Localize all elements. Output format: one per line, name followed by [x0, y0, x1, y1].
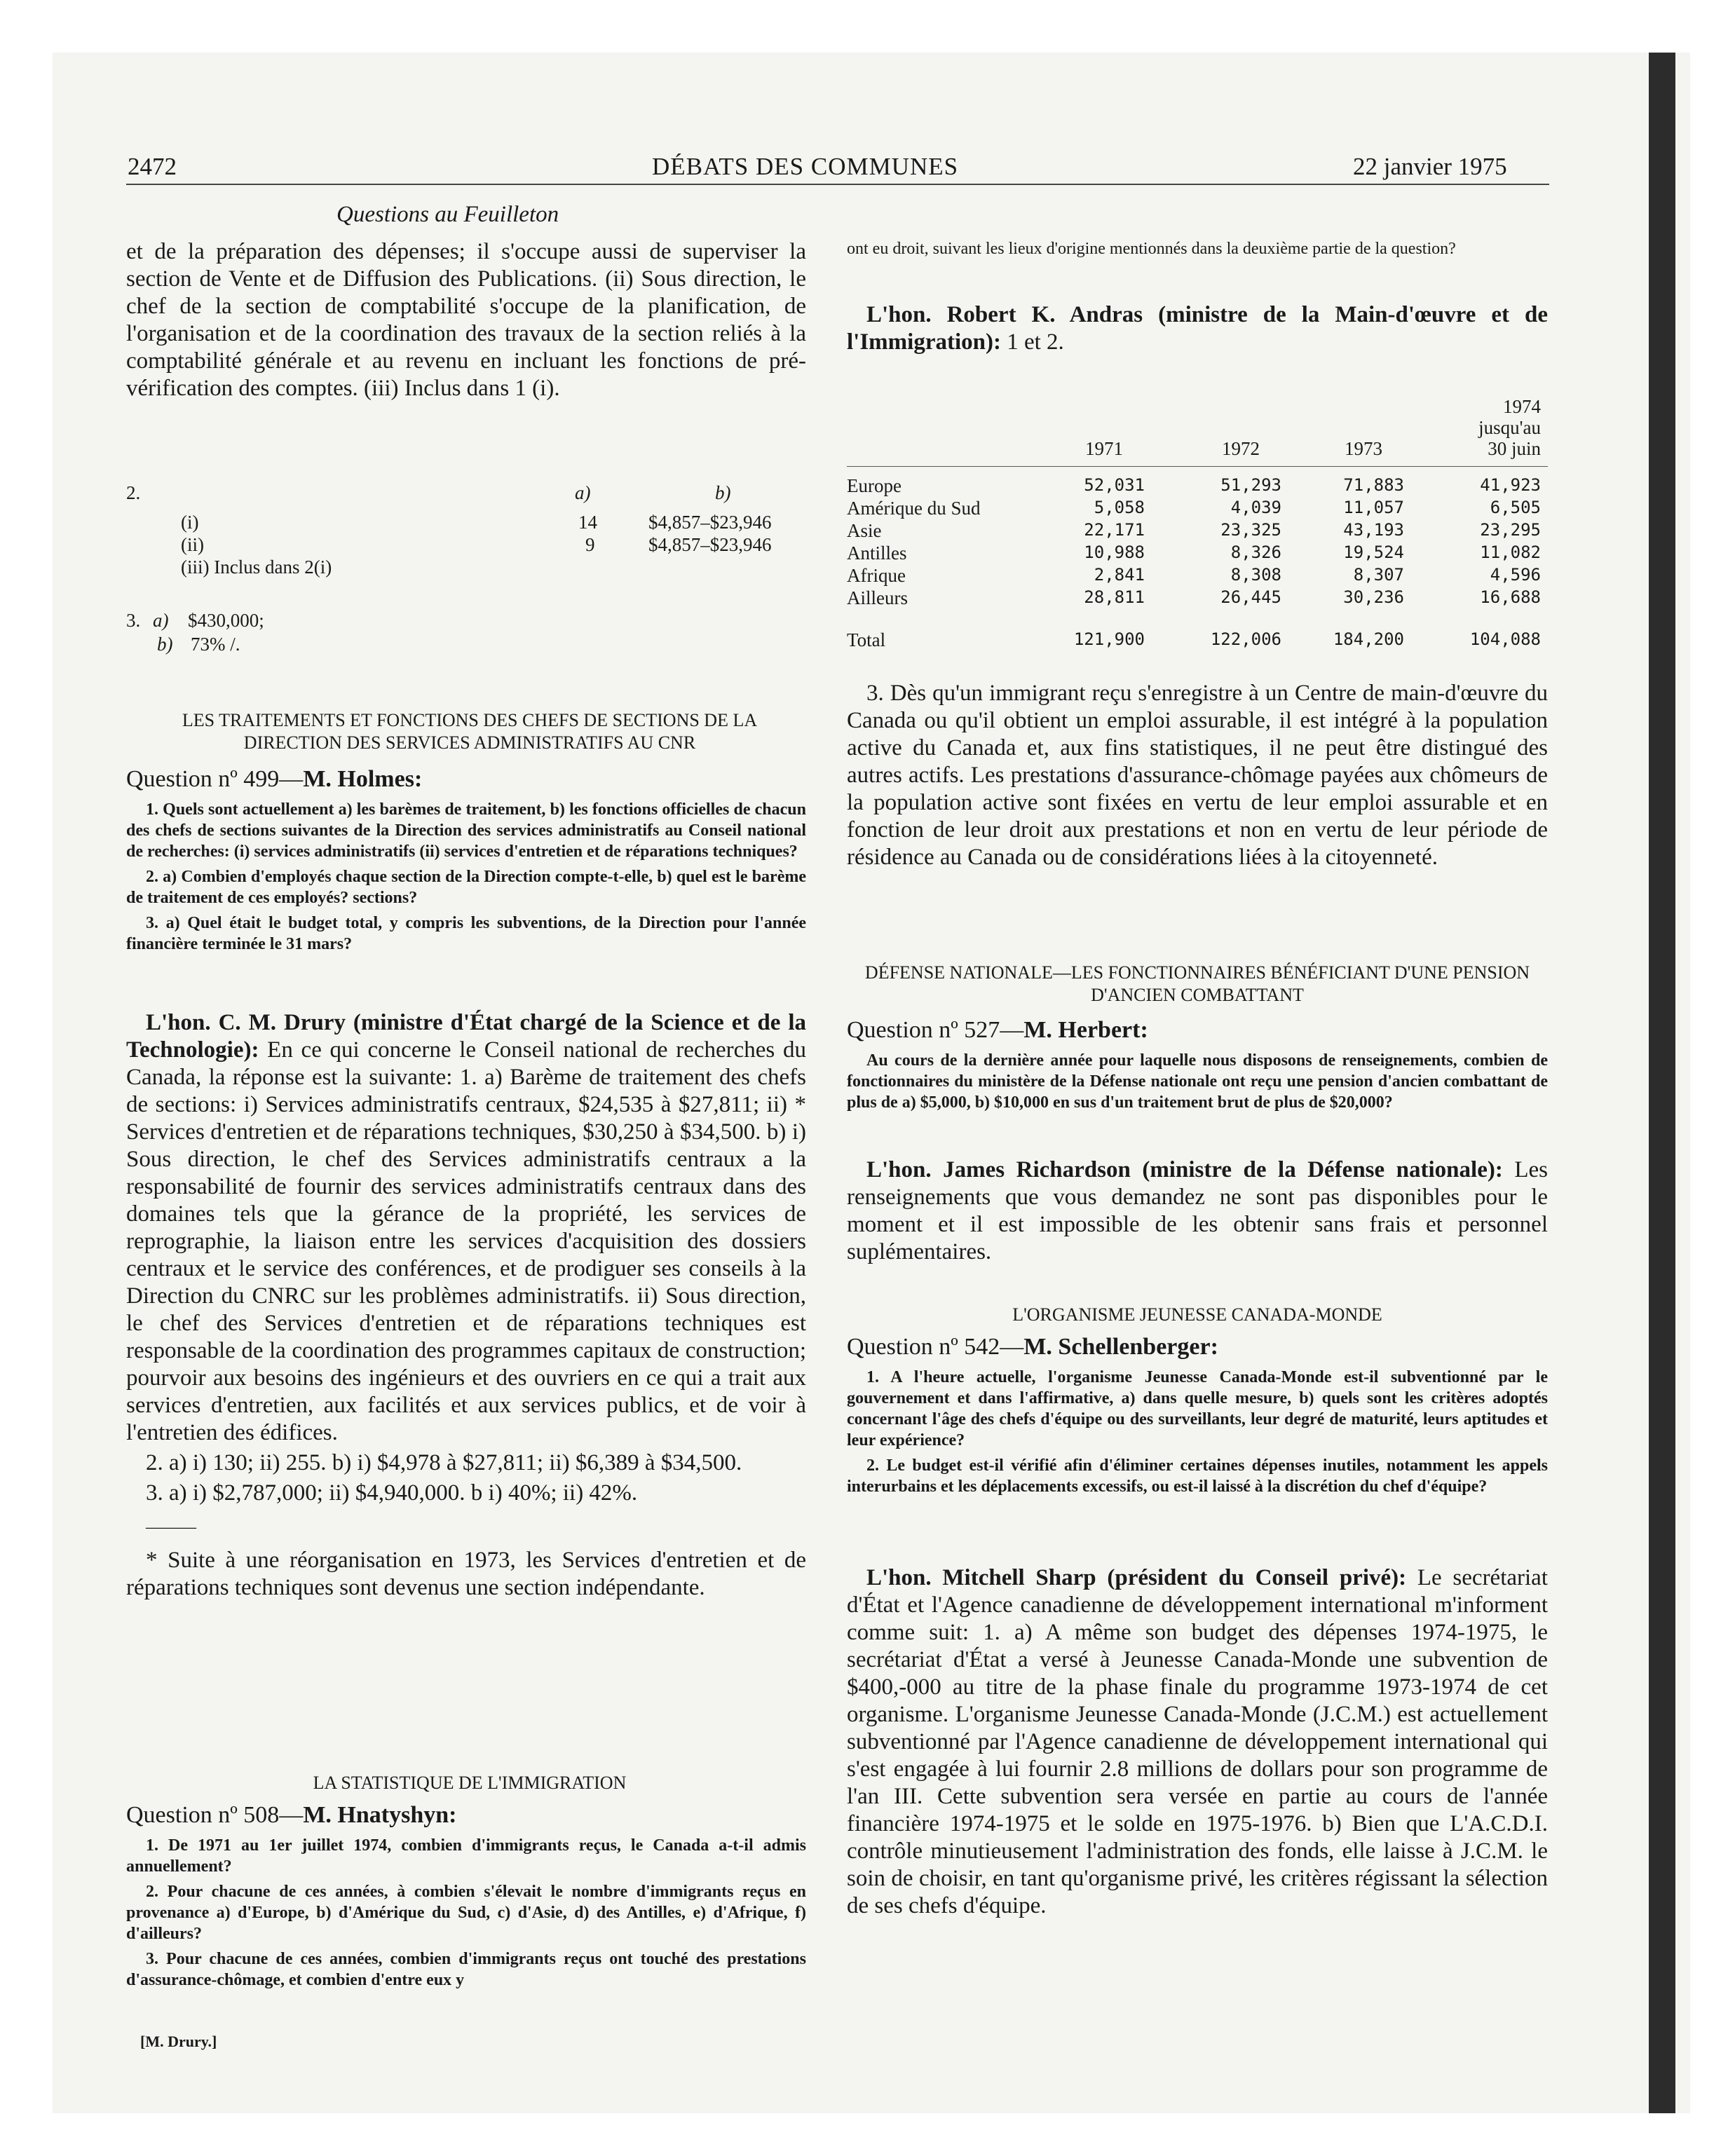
table2-row-label: (ii)	[181, 534, 204, 555]
question-499-prefix: Question nº 499—	[126, 766, 304, 792]
cell-1972: 23,325	[1220, 520, 1281, 540]
cell-1972: 51,293	[1220, 475, 1281, 495]
cell-1973: 11,057	[1343, 498, 1404, 517]
answer-499-p2: 2. a) i) 130; ii) 255. b) i) $4,978 à $27,811; ii) $6,389 à $34,500.	[146, 1450, 742, 1475]
th-1973: 1973	[1345, 438, 1382, 459]
cell-1973: 30,236	[1343, 587, 1404, 607]
table2-col-b: b)	[715, 482, 731, 503]
question-508-prefix: Question nº 508—	[126, 1802, 304, 1828]
cell-1974: 4,596	[1490, 565, 1541, 585]
th-1974-line2: jusqu'au	[1478, 417, 1541, 438]
question-508-member: M. Hnatyshyn:	[303, 1802, 457, 1828]
speaker-andras: L'hon. Robert K. Andras (ministre de la Main-d'œuvre et de l'Immigration):	[847, 302, 1548, 355]
answer-richardson	[847, 1157, 1548, 1266]
table2-row-b: $4,857–$23,946	[648, 534, 772, 555]
page-edge	[1649, 53, 1675, 2113]
cell-1973: 184,200	[1333, 629, 1404, 649]
table2-row-label: (iii) Inclus dans 2(i)	[181, 557, 332, 578]
question-542-body	[847, 1367, 1548, 1497]
answer-499	[126, 1009, 806, 1602]
question-499-member: M. Holmes:	[303, 766, 423, 792]
answer-andras-text: 1 et 2.	[1007, 329, 1064, 355]
table2-row-label: (i)	[181, 512, 199, 533]
speaker-sharp: L'hon. Mitchell Sharp (président du Conseil privé):	[866, 1565, 1407, 1590]
question-542-prefix: Question nº 542—	[847, 1334, 1024, 1360]
question-527-line	[847, 1016, 1548, 1044]
cell-1971: 10,988	[1084, 543, 1145, 562]
question-508-para: 3. Pour chacune de ces années, combien d'immigrants reçus ont touché des prestations d'assurance-chômage, et combien d'entre eux y	[126, 1950, 806, 1989]
table3-a-label: a)	[153, 610, 169, 631]
row-label: Afrique	[847, 565, 906, 586]
table-rule	[847, 466, 1548, 467]
table-row	[847, 475, 1548, 498]
question-527-para: Au cours de la dernière année pour laquelle nous disposons de renseignements, combien de fonctionnaires du ministère de la Défense nationale ont reçu une pension d'ancien combattant de plus de a) $5,000, b) $10,000 en sus d'un traitement brut de plus de $20,000?	[847, 1051, 1548, 1112]
table3-a-value: $430,000;	[188, 610, 264, 631]
page-number: 2472	[128, 153, 177, 180]
table-row	[847, 587, 1548, 610]
cell-1972: 8,308	[1230, 565, 1281, 585]
cell-1973: 43,193	[1343, 520, 1404, 540]
row-label: Ailleurs	[847, 587, 908, 608]
question-527-member: M. Herbert:	[1023, 1017, 1148, 1043]
question-499-para: 2. a) Combien d'employés chaque section de la Direction compte-t-elle, b) quel est le barème de traitement de ces employés? sections?	[126, 868, 806, 907]
question-542-para: 2. Le budget est-il vérifié afin d'éliminer certaines dépenses inutiles, notamment les appels interurbains et les déplacements excessifs, ou est-il laissé à la discrétion du chef d'équipe?	[847, 1456, 1548, 1496]
page-title: DÉBATS DES COMMUNES	[652, 153, 959, 180]
question-508-continuation: ont eu droit, suivant les lieux d'origine mentionnés dans la deuxième partie de la question?	[847, 240, 1456, 258]
cell-1973: 8,307	[1353, 565, 1404, 585]
answer-andras	[847, 301, 1548, 356]
table-row	[847, 565, 1548, 587]
speaker-drury: L'hon. C. M. Drury (ministre d'État chargé de la Science et de la Technologie):	[126, 1010, 806, 1063]
table-total-row	[847, 629, 1548, 652]
answer-andras-p3-text: 3. Dès qu'un immigrant reçu s'enregistre à un Centre de main-d'œuvre du Canada ou qu'il obtient un emploi assurable, il est intégré à la population active du Canada et, aux fins statistiques, il ne peut être distingué des autres actifs. Les prestations d'assurance-chômage payées aux chômeurs de la population active sont fixées en vertu de leur emploi assurable et en fonction de leur droit aux prestations et non en vertu de leur période de résidence au Canada ou de considérations liées à la citoyenneté.	[847, 681, 1548, 870]
question-499-line	[126, 765, 806, 793]
th-1974-line3: 30 juin	[1488, 438, 1541, 459]
section-title-immigration: LA STATISTIQUE DE L'IMMIGRATION	[313, 1773, 627, 1793]
table-row	[847, 543, 1548, 565]
question-499-para: 1. Quels sont actuellement a) les barèmes de traitement, b) les fonctions officielles de chacun des chefs de sections suivantes de la Direction des services administratifs au Conseil national de recherches: (i) services administratifs (ii) services d'entretien et de réparations techniques?	[126, 800, 806, 861]
cell-1974: 104,088	[1469, 629, 1541, 649]
left-intro-paragraph: et de la préparation des dépenses; il s'occupe aussi de superviser la section de Vente et de Diffusion des Publications. (ii) Sous direction, le chef de la section de comptabilité s'occupe de la planification, de l'organisation et de la coordination des travaux de la section reliés à la comptabilité générale et au revenu en incluant les fonctions de pré-vérification des comptes. (iii) Inclus dans 1 (i).	[126, 239, 806, 401]
immigration-table-body	[847, 475, 1548, 657]
row-label: Asie	[847, 520, 882, 541]
cell-1971: 52,031	[1084, 475, 1145, 495]
th-1971: 1971	[1085, 438, 1123, 459]
table2-row-a: 9	[585, 534, 595, 555]
page-date: 22 janvier 1975	[1353, 153, 1507, 180]
cell-1973: 71,883	[1343, 475, 1404, 495]
table2-row-b: $4,857–$23,946	[648, 512, 772, 533]
table-row	[847, 520, 1548, 543]
cell-1972: 26,445	[1220, 587, 1281, 607]
section-title-jeunesse: L'ORGANISME JEUNESSE CANADA-MONDE	[1012, 1304, 1382, 1325]
table3-num: 3.	[126, 610, 141, 631]
table2-num: 2.	[126, 482, 141, 503]
cell-1971: 2,841	[1094, 565, 1145, 585]
table2-row-a: 14	[578, 512, 597, 533]
table-question-3	[126, 610, 407, 666]
speaker-tag: [M. Drury.]	[140, 2033, 217, 2050]
cell-1973: 19,524	[1343, 543, 1404, 562]
cell-1974: 41,923	[1480, 475, 1541, 495]
question-527-prefix: Question nº 527—	[847, 1017, 1024, 1043]
question-508-para: 1. De 1971 au 1er juillet 1974, combien d'immigrants reçus, le Canada a-t-il admis annuellement?	[126, 1836, 806, 1876]
answer-sharp	[847, 1564, 1548, 1920]
section-title-cnr: LES TRAITEMENTS ET FONCTIONS DES CHEFS DE SECTIONS DE LA DIRECTION DES SERVICES ADMINISTRATIFS AU CNR	[182, 710, 758, 753]
cell-1974: 23,295	[1480, 520, 1541, 540]
th-1972: 1972	[1222, 438, 1260, 459]
footnote-separator: ———	[146, 1518, 196, 1536]
question-508-para: 2. Pour chacune de ces années, à combien s'élevait le nombre d'immigrants reçus en provenance a) d'Europe, b) d'Amérique du Sud, c) d'Asie, d) des Antilles, e) d'Afrique, f) d'ailleurs?	[126, 1883, 806, 1943]
table3-b-label: b)	[157, 634, 173, 655]
table3-b-value: 73% /.	[191, 634, 240, 655]
answer-sharp-text: Le secrétariat d'État et l'Agence canadienne de développement international m'informent comme suit: 1. a) A même son budget des dépenses 1974-1975, le secrétariat d'État a versé à Jeunesse Canada-Monde une subvention de $400,-000 au titre de la phase finale du programme 1973-1974 de cet organisme. L'organisme Jeunesse Canada-Monde (J.C.M.) est actuellement subventionné par l'Agence canadienne de développement international qui s'est engagée à lui fournir 2.8 millions de dollars pour son programme de l'an III. Cette subvention sera versée en partie au cours de l'année financière 1974-1975 et le solde en 1975-1976. b) Bien que L'A.C.D.I. contrôle minutieusement l'administration des fonds, elle laisse à J.C.M. le soin de choisir, en tant qu'organisme privé, les critères régissant la sélection de ses chefs d'équipe.	[847, 1565, 1548, 1918]
question-542-line	[847, 1333, 1548, 1361]
row-label: Antilles	[847, 543, 907, 564]
cell-1974: 16,688	[1480, 587, 1541, 607]
question-542-member: M. Schellenberger:	[1023, 1334, 1218, 1360]
question-508-line	[126, 1801, 806, 1829]
question-527-body	[847, 1050, 1548, 1113]
cell-1972: 4,039	[1230, 498, 1281, 517]
question-542-para: 1. A l'heure actuelle, l'organisme Jeunesse Canada-Monde est-il subventionné par le gouvernement et dans l'affirmative, a) dans quelle mesure, b) quels sont les critères adoptés concernant l'âge des chefs d'équipe ou des surveillants, leur degré de maturité, leurs aptitudes et leur expérience?	[847, 1368, 1548, 1449]
th-1974-line1: 1974	[1503, 396, 1541, 417]
answer-499-text: En ce qui concerne le Conseil national de recherches du Canada, la réponse est la suivante: 1. a) Barème de traitement des chefs de sections: i) Services administratifs centraux, $24,535 à $27,811; ii) * Services d'entretien et de réparations techniques, $30,250 à $34,500. b) i) Sous direction, le chef des Services administratifs centraux a la responsabilité de fournir des services administratifs centraux dans des domaines tels que la gérance de la propriété, les services de reprographie, la liaison entre les services d'acquisition des dossiers centraux et le service des conférences, et de prodiguer ses conseils à la Direction du CNRC sur les problèmes administratifs. ii) Sous direction, le chef des Services d'entretien et de réparations techniques est responsable de la coordination des programmes capitaux de construction; pourvoir aux besoins des ingénieurs et des ouvriers en ce qui a trait aux services d'entretien, aux facilités et aux services publics, et de voir à l'entretien des édifices.	[126, 1037, 806, 1445]
question-499-para: 3. a) Quel était le budget total, y compris les subventions, de la Direction pour l'année financière terminée le 31 mars?	[126, 914, 806, 953]
cell-1972: 122,006	[1210, 629, 1281, 649]
cell-1974: 6,505	[1490, 498, 1541, 517]
running-head: Questions au Feuilleton	[336, 202, 559, 227]
answer-andras-p3	[847, 680, 1548, 871]
table-row	[847, 498, 1548, 520]
table-question-2	[126, 482, 806, 587]
speaker-richardson: L'hon. James Richardson (ministre de la Défense nationale):	[866, 1157, 1503, 1182]
cell-1971: 121,900	[1073, 629, 1145, 649]
cell-1972: 8,326	[1230, 543, 1281, 562]
cell-1971: 28,811	[1084, 587, 1145, 607]
question-499-body	[126, 799, 806, 955]
row-label: Total	[847, 629, 886, 650]
cell-1971: 22,171	[1084, 520, 1145, 540]
table2-col-a: a)	[575, 482, 591, 503]
answer-499-p3: 3. a) i) $2,787,000; ii) $4,940,000. b i) 40%; ii) 42%.	[146, 1480, 638, 1506]
answer-richardson-text: Les renseignements que vous demandez ne sont pas disponibles pour le moment et il est impossible de les obtenir sans frais et personnel suplémentaires.	[847, 1157, 1549, 1264]
cell-1971: 5,058	[1094, 498, 1145, 517]
cell-1974: 11,082	[1480, 543, 1541, 562]
header-rule	[126, 184, 1549, 185]
section-title-defense: DÉFENSE NATIONALE—LES FONCTIONNAIRES BÉNÉFICIANT D'UNE PENSION D'ANCIEN COMBATTANT	[864, 962, 1530, 1005]
footnote: * Suite à une réorganisation en 1973, les Services d'entretien et de réparations techniques sont devenus une section indépendante.	[126, 1548, 806, 1600]
question-508-body	[126, 1835, 806, 1991]
row-label: Europe	[847, 475, 901, 496]
row-label: Amérique du Sud	[847, 498, 981, 519]
